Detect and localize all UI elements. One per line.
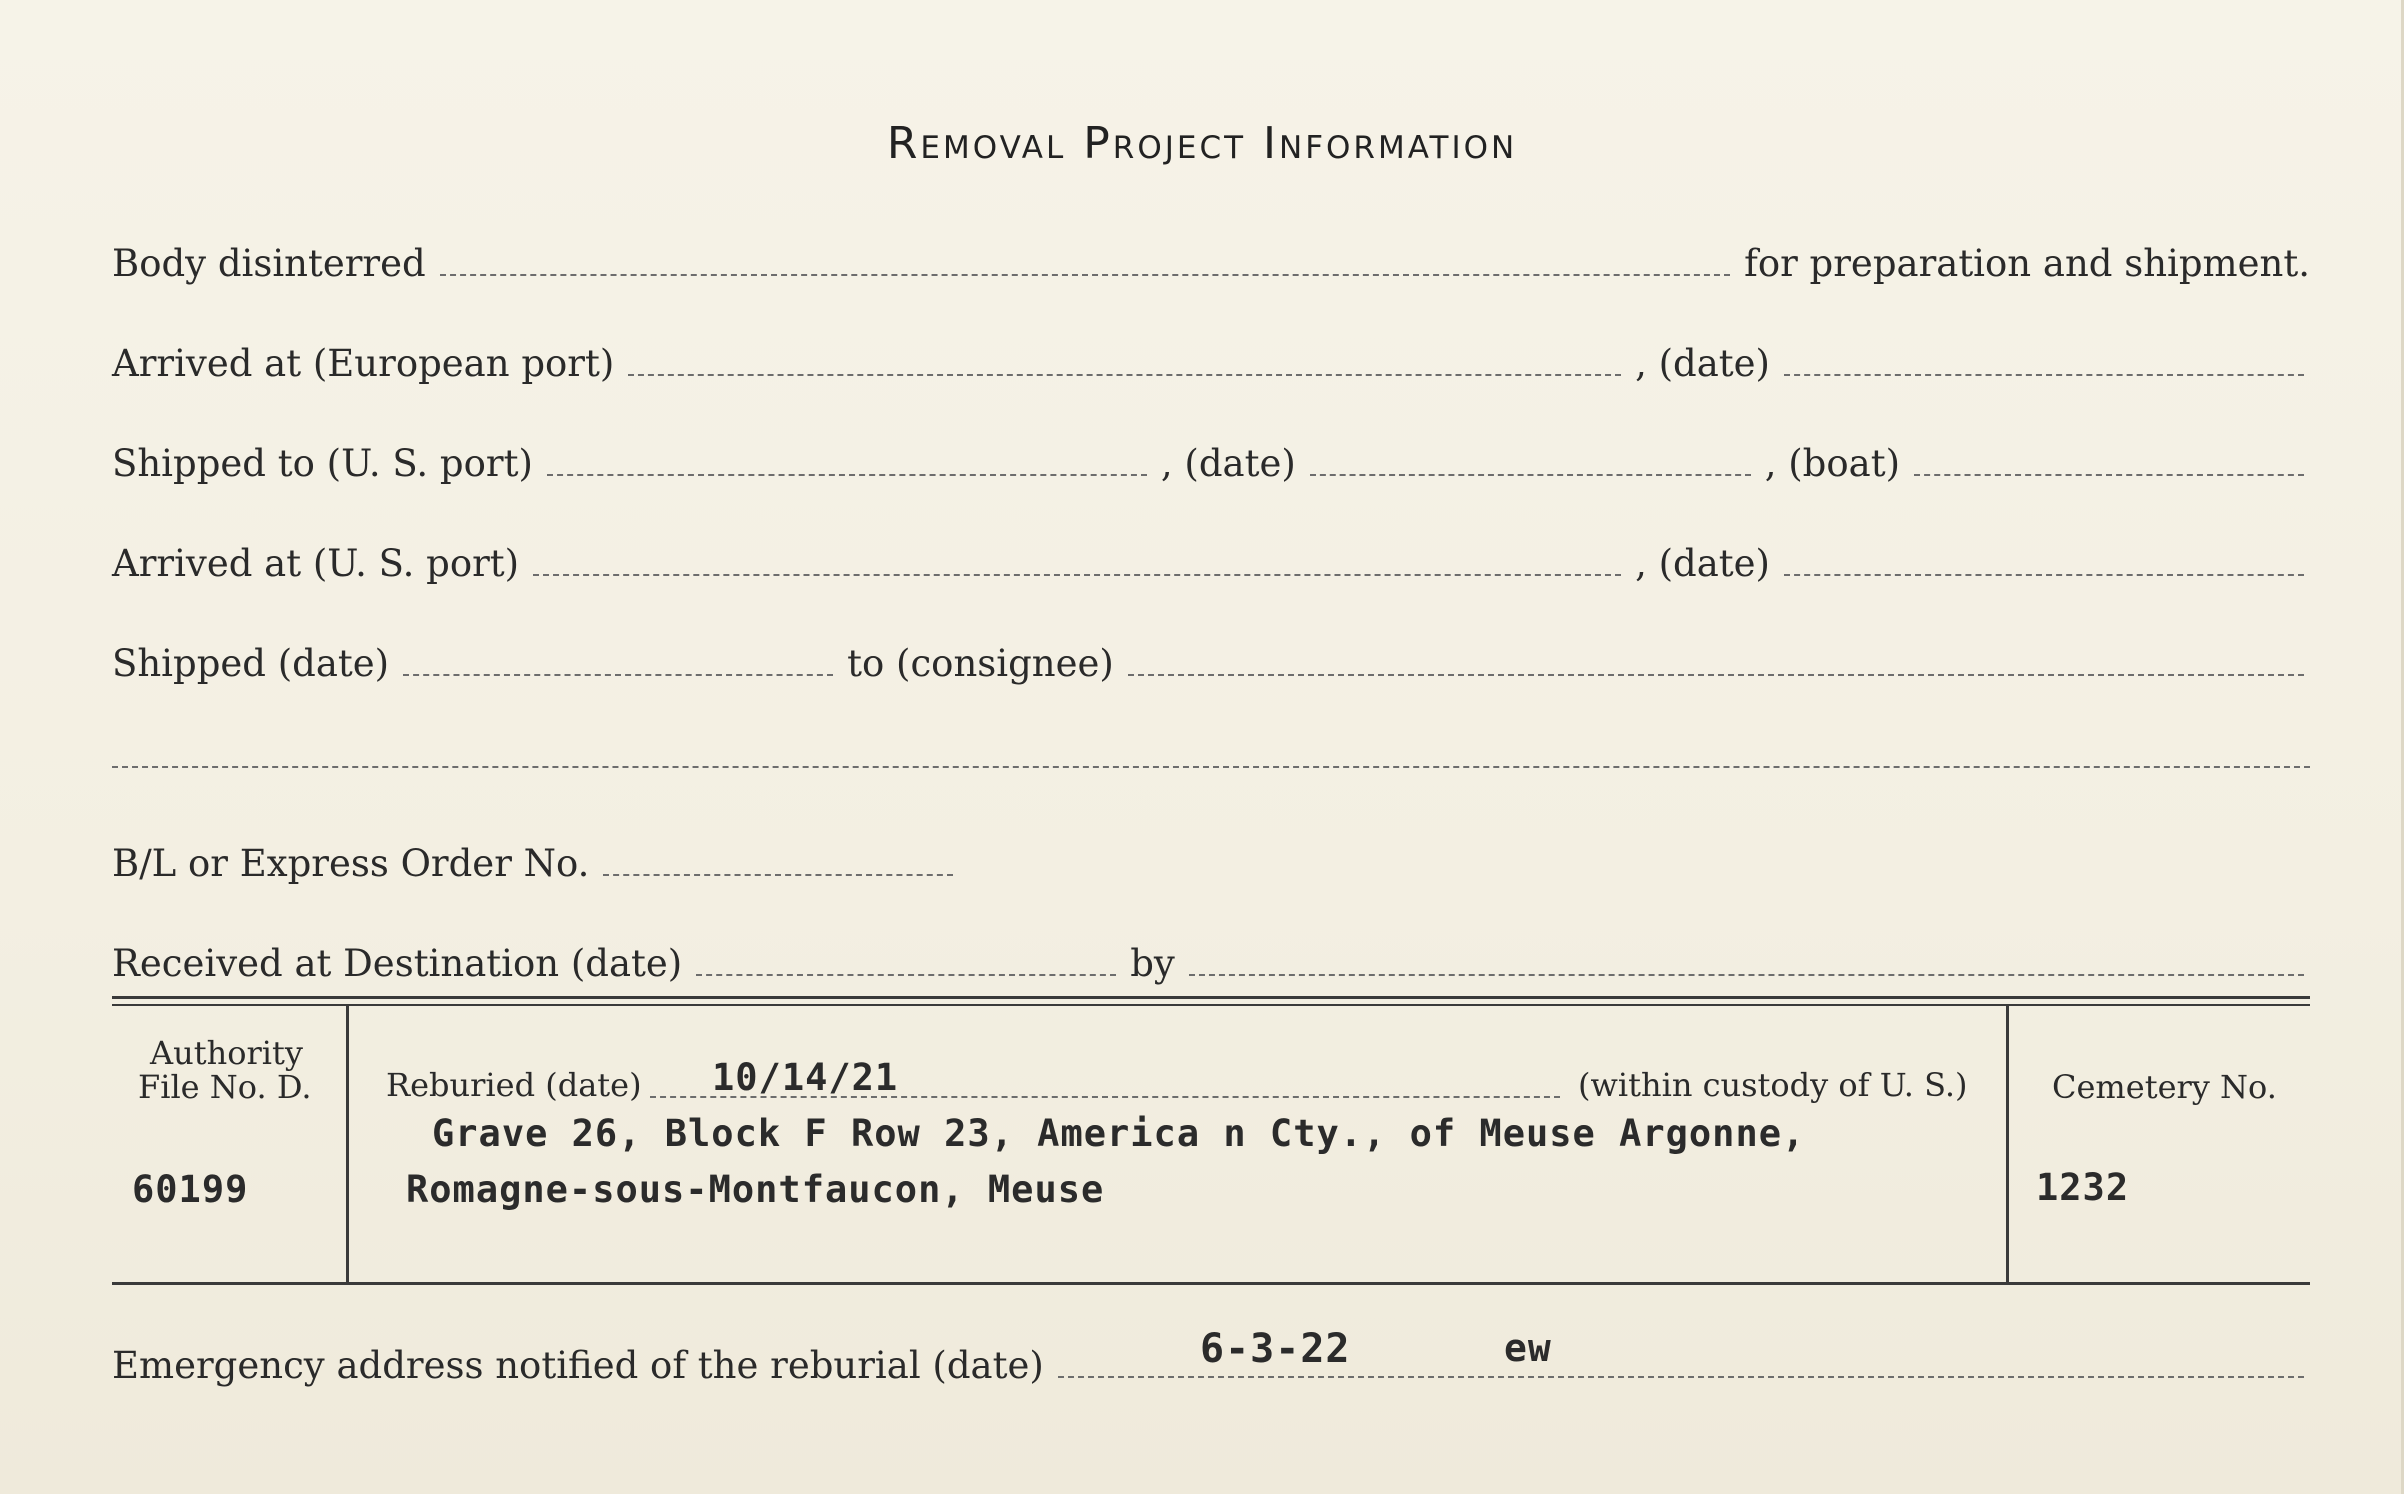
shipped-us-port-label: Shipped to (U. S. port) <box>112 442 533 485</box>
arrived-european-date-label: , (date) <box>1635 342 1770 385</box>
reburied-date-label: Reburied (date) <box>386 1066 642 1104</box>
row-bl-order <box>112 826 2310 886</box>
shipped-us-port-line <box>547 472 1147 476</box>
body-disinterred-line <box>440 272 1730 276</box>
emergency-label: Emergency address notified of the reburial (date) <box>112 1344 1044 1387</box>
cemetery-label: Cemetery No. <box>2052 1068 2277 1106</box>
received-destination-line <box>696 972 1116 976</box>
row-arrived-european-port <box>112 326 2310 386</box>
arrived-european-port-label: Arrived at (European port) <box>112 342 615 385</box>
by-line <box>1189 972 2304 976</box>
consignee-label: to (consignee) <box>847 642 1114 685</box>
shipped-date-label: Shipped (date) <box>112 642 390 685</box>
custody-label: (within custody of U. S.) <box>1578 1066 1968 1104</box>
arrived-us-date-line <box>1784 572 2304 576</box>
authority-label-2: File No. D. <box>138 1068 312 1106</box>
shipped-us-date-line <box>1310 472 1751 476</box>
authority-file-no: 60199 <box>132 1168 249 1211</box>
boat-line <box>1914 472 2304 476</box>
cemetery-divider <box>2006 1006 2009 1282</box>
arrived-european-port-line <box>628 372 1621 376</box>
cemetery-no: 1232 <box>2036 1166 2130 1209</box>
shipped-date-line <box>403 672 833 676</box>
boat-label: , (boat) <box>1764 442 1900 485</box>
page-title: Removal Project Information <box>886 118 1518 169</box>
shipped-us-date-label: , (date) <box>1160 442 1296 485</box>
row-shipped-consignee <box>112 626 2310 686</box>
received-destination-label: Received at Destination (date) <box>112 942 683 985</box>
reburied-date: 10/14/21 <box>712 1056 899 1099</box>
row-body-disinterred <box>112 226 2310 286</box>
location-line-2: Romagne-sous-Montfaucon, Meuse <box>406 1168 1105 1211</box>
reburial-top-rule-2 <box>112 1004 2310 1006</box>
bl-order-label: B/L or Express Order No. <box>112 842 590 885</box>
emergency-line <box>1058 1374 2304 1378</box>
row-arrived-us-port <box>112 526 2310 586</box>
reburial-top-rule <box>112 996 2310 999</box>
emergency-initials: ew <box>1504 1326 1552 1370</box>
by-label: by <box>1130 942 1175 985</box>
continuation-line <box>112 766 2310 768</box>
arrived-us-port-label: Arrived at (U. S. port) <box>112 542 520 585</box>
arrived-us-port-line <box>533 572 1621 576</box>
reburial-bottom-rule <box>112 1282 2310 1285</box>
row-received-destination <box>112 926 2310 986</box>
location-line-1: Grave 26, Block F Row 23, America n Cty., of Meuse Argonne, <box>432 1112 1806 1155</box>
authority-divider <box>346 1006 349 1282</box>
emergency-date: 6-3-22 <box>1200 1326 1351 1372</box>
body-disinterred-label: Body disinterred <box>112 242 426 285</box>
arrived-us-date-label: , (date) <box>1635 542 1770 585</box>
consignee-line <box>1128 672 2304 676</box>
arrived-european-date-line <box>1784 372 2304 376</box>
authority-label-1: Authority <box>150 1034 303 1072</box>
bl-order-line <box>603 872 953 876</box>
row-shipped-us-port <box>112 426 2310 486</box>
preparation-shipment-label: for preparation and shipment. <box>1744 242 2310 285</box>
